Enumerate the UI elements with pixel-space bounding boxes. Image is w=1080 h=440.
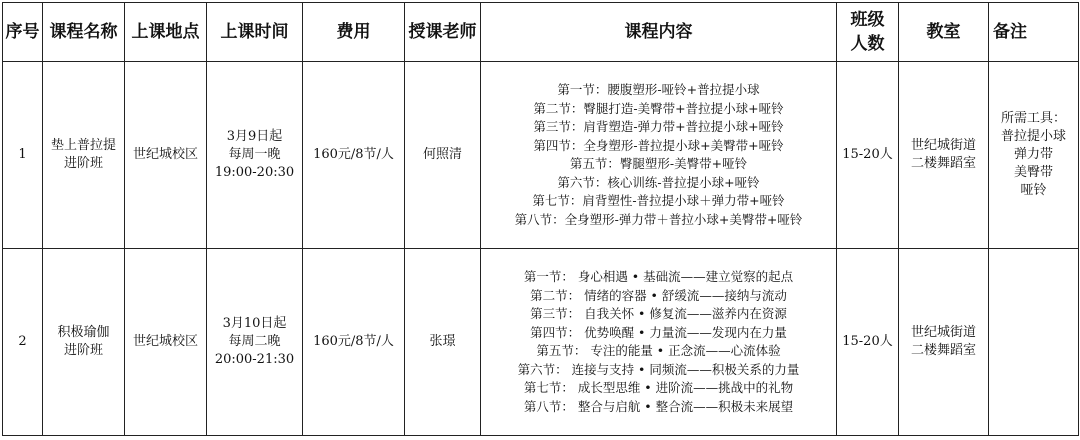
table-header [3, 3, 1079, 62]
header-content: 课程内容 [481, 3, 837, 62]
lesson-line: 第二节：臀腿打造-美臀带+普拉提小球+哑铃 [533, 100, 784, 116]
course-schedule-table [2, 2, 1079, 436]
row-class-size: 15-20人 [837, 62, 899, 249]
row-content [481, 62, 837, 249]
table-row [3, 249, 1079, 436]
row-notes: 所需工具： 普拉提小球 弹力带 美臀带 哑铃 [989, 62, 1079, 249]
header-room: 教室 [899, 3, 989, 62]
lesson-line: 第七节：肩背塑性-普拉提小球＋弹力带+哑铃 [532, 193, 785, 208]
row-location: 世纪城校区 [125, 249, 207, 436]
lesson-line: 第六节：核心训练-普拉提小球+哑铃 [557, 174, 760, 190]
row-fee: 160元/8节/人 [303, 62, 405, 249]
lesson-line: 第一节： 身心相遇 • 基础流——建立觉察的起点 [523, 269, 794, 284]
row-seq: 2 [3, 249, 43, 436]
row-teacher: 何照清 [405, 62, 481, 249]
table-body [3, 62, 1079, 436]
row-content [481, 249, 837, 436]
header-row [3, 3, 1079, 62]
lesson-line: 第三节： 自我关怀 • 修复流——滋养内在资源 [530, 306, 787, 321]
lesson-line: 第七节： 成长型思维 • 进阶流——挑战中的礼物 [523, 380, 794, 395]
row-class-size: 15-20人 [837, 249, 899, 436]
row-notes [989, 249, 1079, 436]
lesson-line: 第八节： 整合与启航 • 整合流——积极未来展望 [523, 398, 794, 414]
row-time: 3月9日起 每周一晚 19:00-20:30 [207, 62, 303, 249]
lesson-line: 第四节： 优势唤醒 • 力量流——发现内在力量 [530, 324, 787, 340]
header-teacher: 授课老师 [405, 3, 481, 62]
header-seq: 序号 [3, 3, 43, 62]
lesson-line: 第八节：全身塑形-弹力带＋普拉小球+美臀带+哑铃 [514, 211, 803, 227]
lesson-line: 第二节： 情绪的容器 • 舒缓流——接纳与流动 [530, 287, 787, 303]
lesson-line: 第一节：腰腹塑形-哑铃+普拉提小球 [557, 82, 760, 97]
lesson-line: 第三节：肩背塑造-弹力带+普拉提小球+哑铃 [533, 119, 784, 134]
row-room: 世纪城街道 二楼舞蹈室 [899, 62, 989, 249]
header-time: 上课时间 [207, 3, 303, 62]
header-class-size: 班级 人数 [837, 3, 899, 62]
lesson-line: 第六节： 连接与支持 • 同频流——积极关系的力量 [517, 361, 800, 377]
lesson-line: 第五节： 专注的能量 • 正念流——心流体验 [536, 343, 781, 358]
row-seq: 1 [3, 62, 43, 249]
row-teacher: 张璟 [405, 249, 481, 436]
row-fee: 160元/8节/人 [303, 249, 405, 436]
row-location: 世纪城校区 [125, 62, 207, 249]
header-course-name: 课程名称 [43, 3, 125, 62]
row-course-name: 积极瑜伽 进阶班 [43, 249, 125, 436]
row-course-name: 垫上普拉提 进阶班 [43, 62, 125, 249]
table-row [3, 62, 1079, 249]
row-room: 世纪城街道 二楼舞蹈室 [899, 249, 989, 436]
header-notes: 备注 [989, 3, 1079, 62]
lesson-line: 第四节：全身塑形-普拉提小球+美臀带+哑铃 [533, 137, 784, 153]
header-location: 上课地点 [125, 3, 207, 62]
lesson-line: 第五节：臀腿塑形-美臀带+哑铃 [569, 156, 748, 171]
row-time: 3月10日起 每周二晚 20:00-21:30 [207, 249, 303, 436]
header-fee: 费用 [303, 3, 405, 62]
